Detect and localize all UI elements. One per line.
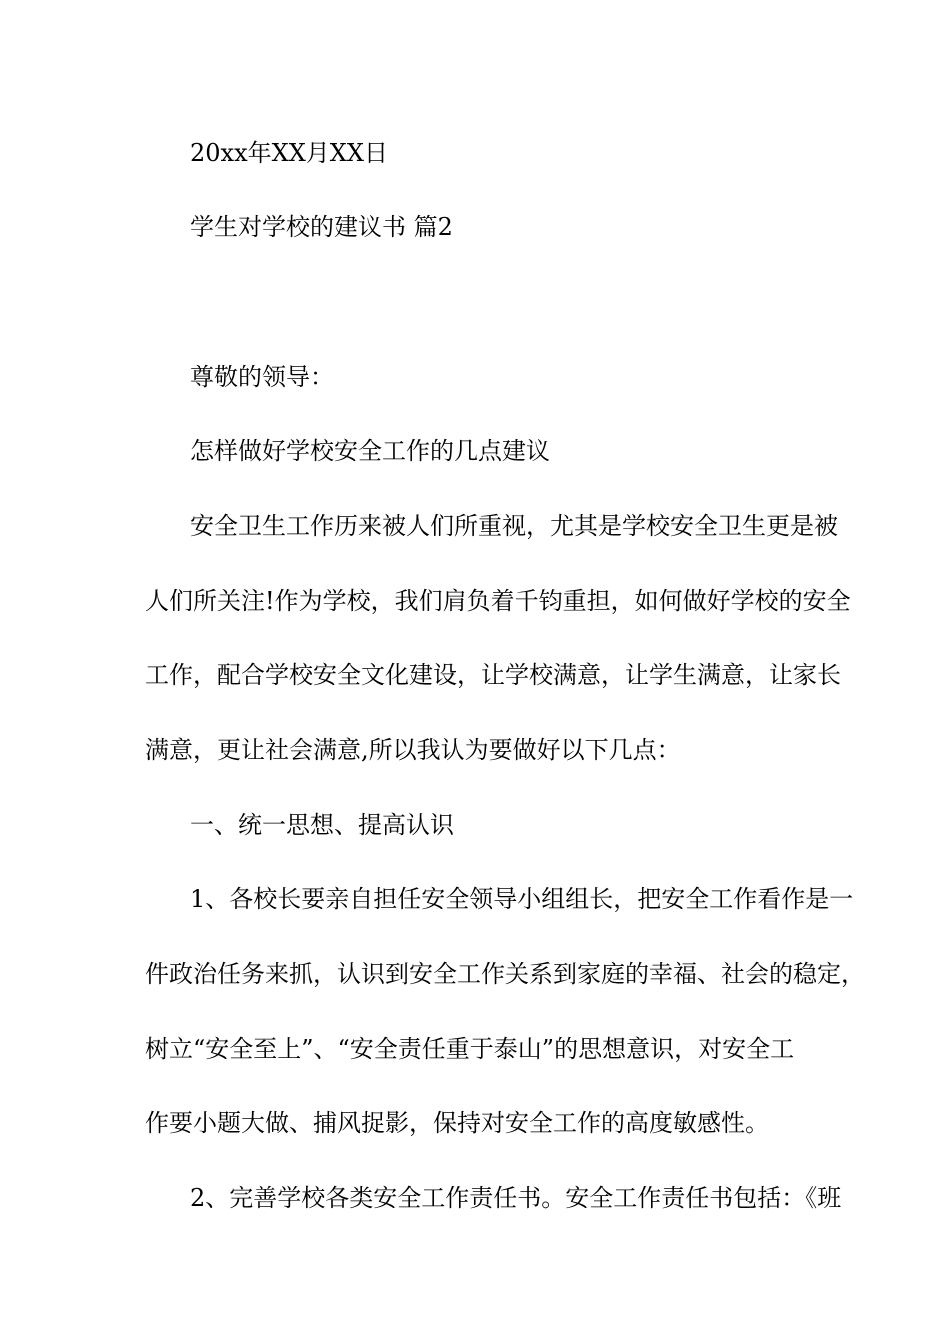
date-line: 20xx年XX月XX日 bbox=[190, 139, 388, 167]
section-title: 学生对学校的建议书 篇2 bbox=[190, 213, 453, 241]
paragraph-line: 满意，更让社会满意,所以我认为要做好以下几点： bbox=[145, 736, 681, 764]
list-item-line: 树立“安全至上”、“安全责任重于泰山”的思想意识，对安全工 bbox=[145, 1035, 795, 1063]
paragraph-line: 安全卫生工作历来被人们所重视，尤其是学校安全卫生更是被 bbox=[190, 512, 838, 540]
list-item-line: 作要小题大做、捕风捉影，保持对安全工作的高度敏感性。 bbox=[145, 1109, 769, 1137]
subject-line: 怎样做好学校安全工作的几点建议 bbox=[190, 437, 550, 465]
section-heading: 一、统一思想、提高认识 bbox=[190, 811, 454, 839]
list-item-line: 件政治任务来抓，认识到安全工作关系到家庭的幸福、社会的稳定， bbox=[145, 960, 865, 988]
list-item-line: 1、各校长要亲自担任安全领导小组组长，把安全工作看作是一 bbox=[190, 885, 854, 913]
paragraph-line: 工作，配合学校安全文化建设，让学校满意，让学生满意，让家长 bbox=[145, 661, 841, 689]
list-item-line: 2、完善学校各类安全工作责任书。安全工作责任书包括：《班 bbox=[190, 1184, 842, 1212]
salutation: 尊敬的领导： bbox=[190, 363, 334, 391]
paragraph-line: 人们所关注!作为学校，我们肩负着千钧重担，如何做好学校的安全 bbox=[145, 587, 851, 615]
